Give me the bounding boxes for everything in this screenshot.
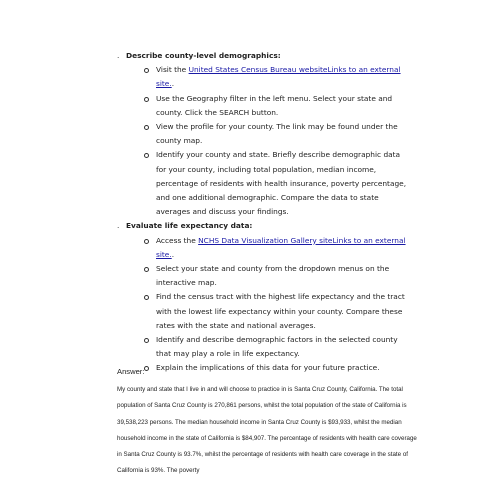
list-item-suffix: . [171, 249, 175, 259]
list-item [126, 234, 407, 262]
list-item [126, 262, 407, 290]
circle-bullet-icon [144, 267, 149, 272]
list-item-suffix: . [171, 79, 175, 89]
section-marker: . [117, 51, 120, 60]
circle-bullet-icon [144, 68, 149, 73]
answer-paragraph: My county and state that I live in and will choose to practice in is Santa Cruz County, California. The total population of Santa Cruz County is 270,861 persons, whilst the total population of the state of California is 39,538,223 persons. The median household income in Santa Cruz County is $93,933, whilst the median household income in the state of California is $84,907. The percentage of residents with health care coverage in Santa Cruz County is 93.7%, whilst the percentage of residents with health care coverage in the state of California is 93%. The poverty [117, 386, 417, 475]
circle-bullet-icon [144, 97, 149, 102]
instruction-list [117, 49, 407, 376]
life-expectancy-items [126, 234, 407, 376]
list-item [126, 333, 407, 361]
list-item [126, 120, 407, 148]
list-item-text: Identify your county and state. Briefly describe demographic data for your county, including total population, median income, percentage of residents with health insurance, poverty percentage, and one additional demographic. Compare the data to state averages and discuss your findings. [156, 150, 407, 217]
demographics-items [126, 63, 407, 219]
circle-bullet-icon [144, 295, 149, 300]
list-item-text: Find the census tract with the highest life expectancy and the tract with the lowest life expectancy within your county. Compare these rates with the state and national averages. [156, 292, 405, 330]
circle-bullet-icon [144, 338, 149, 343]
list-item [126, 290, 407, 333]
circle-bullet-icon [144, 239, 149, 244]
list-item [126, 148, 407, 219]
answer-label: Answer: [117, 367, 145, 376]
list-item-text: Access the [156, 235, 199, 245]
list-item-text: Visit the [156, 65, 189, 75]
circle-bullet-icon [144, 125, 149, 130]
section-life-expectancy [117, 219, 407, 375]
section-title-life-expectancy: Evaluate life expectancy data: [126, 221, 253, 231]
list-item-text: View the profile for your county. The link may be found under the county map. [156, 122, 398, 146]
section-marker: . [117, 221, 120, 231]
nchs-gallery-link[interactable]: NCHS Data Visualization Gallery siteLinks to an external site. [156, 235, 406, 259]
census-bureau-link[interactable]: United States Census Bureau websiteLinks to an external site. [156, 65, 401, 89]
section-title-demographics: Describe county-level demographics: [126, 51, 281, 60]
list-item-text: Identify and describe demographic factors in the selected county that may play a role in life expectancy. [156, 335, 398, 359]
list-item-text: Select your state and county from the dropdown menus on the interactive map. [156, 264, 390, 288]
list-item-text: Explain the implications of this data for your future practice. [156, 363, 380, 373]
list-item [126, 63, 407, 91]
circle-bullet-icon [144, 153, 149, 158]
answer-block [117, 367, 417, 480]
list-item [126, 92, 407, 120]
list-item-text: Use the Geography filter in the left menu. Select your state and county. Click the SEARCH button. [156, 93, 393, 117]
section-demographics [117, 49, 407, 219]
